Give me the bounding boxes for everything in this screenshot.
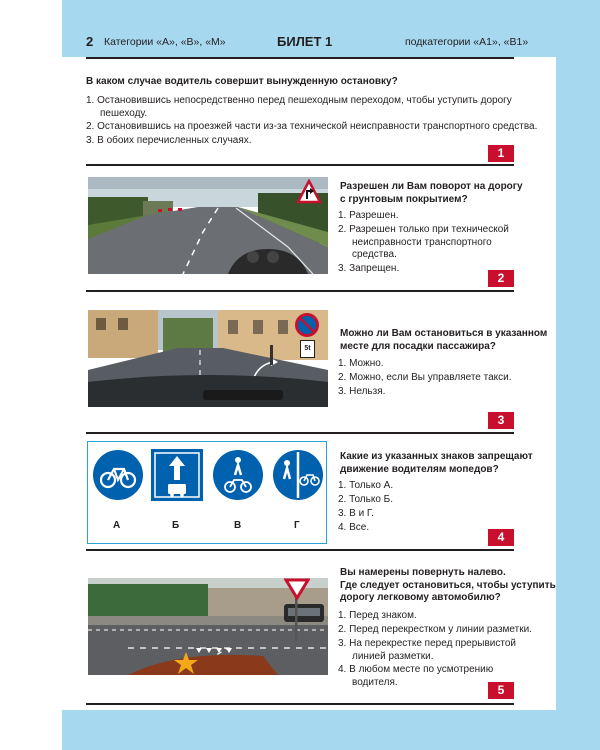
q2-answer-2-line-1: 2. Разрешен только при технической — [338, 224, 509, 235]
q1-answer-1[interactable] — [86, 95, 516, 120]
q5-answer-1[interactable]: 1. Перед знаком. — [338, 610, 417, 621]
header-rule — [86, 57, 514, 59]
subcategories-label: подкатегории «А1», «В1» — [405, 36, 529, 48]
q5-answer-4[interactable] — [338, 664, 493, 689]
q5-question — [340, 567, 556, 605]
q2-number-badge: 2 — [488, 270, 514, 287]
q4-answer-3[interactable]: 3. В и Г. — [338, 508, 374, 519]
q1-rule — [86, 164, 514, 166]
q1-answer-1-line-1: 1. Остановившись непосредственно перед пешеходным переходом, чтобы уступить дорогу — [86, 95, 512, 106]
q1-question: В каком случае водитель совершит вынужденную остановку? — [86, 76, 398, 87]
q3-answer-3[interactable]: 3. Нельзя. — [338, 386, 386, 397]
separated-path-sign-icon — [272, 449, 324, 501]
q2-question-line-2: с грунтовым покрытием? — [340, 193, 468, 205]
sign-label-v: В — [234, 520, 242, 531]
q5-question-line-1: Вы намерены повернуть налево. — [340, 567, 506, 578]
q5-answer-3-line-2: линией разметки. — [352, 650, 434, 662]
q5-intersection-illustration — [88, 578, 328, 675]
q3-question-line-2: месте для посадки пассажира? — [340, 340, 496, 352]
q3-answer-2[interactable]: 2. Можно, если Вы управляете такси. — [338, 372, 512, 383]
q5-answer-2[interactable]: 2. Перед перекрестком у линии разметки. — [338, 624, 532, 635]
q1-answer-3[interactable]: 3. В обоих перечисленных случаях. — [86, 135, 252, 146]
q5-question-line-2: Где следует остановиться, чтобы уступить — [340, 579, 556, 591]
weight-plate: 5t — [300, 340, 315, 358]
q4-signs-panel — [87, 441, 327, 544]
q2-road-photo — [88, 177, 328, 274]
q3-street-photo — [88, 310, 328, 407]
sign-label-a: А — [113, 520, 121, 531]
give-way-sign-icon — [284, 578, 310, 600]
q5-rule — [86, 703, 514, 705]
no-parking-sign-icon — [295, 313, 319, 337]
q3-question — [340, 328, 547, 353]
q2-answer-2-line-2: неисправности транспортного — [352, 236, 492, 248]
q4-question-line-1: Какие из указанных знаков запрещают — [340, 451, 533, 462]
q2-answer-3[interactable]: 3. Запрещен. — [338, 263, 400, 274]
q1-answer-1-line-2: пешеходу. — [100, 107, 148, 119]
q4-answer-4[interactable]: 4. Все. — [338, 522, 370, 533]
q4-question-line-2: движение водителям мопедов? — [340, 463, 499, 475]
q2-answer-1[interactable]: 1. Разрешен. — [338, 210, 399, 221]
q3-number-badge: 3 — [488, 412, 514, 429]
q4-rule — [86, 549, 514, 551]
q5-answer-3[interactable] — [338, 638, 516, 663]
pedestrian-cycle-path-sign-icon — [212, 449, 264, 501]
q5-answer-3-line-1: 3. На перекрестке перед прерывистой — [338, 638, 516, 649]
sign-label-g: Г — [294, 520, 300, 531]
q2-rule — [86, 290, 514, 292]
left-margin — [0, 0, 62, 750]
q5-number-badge: 5 — [488, 682, 514, 699]
q3-question-line-1: Можно ли Вам остановиться в указанном — [340, 328, 548, 339]
ticket-title: БИЛЕТ 1 — [277, 34, 333, 49]
q4-number-badge: 4 — [488, 529, 514, 546]
turn-sign-icon — [296, 179, 322, 205]
right-band — [556, 0, 600, 710]
q4-question — [340, 451, 533, 476]
bicycle-path-sign-icon — [92, 449, 144, 501]
q5-question-line-3: дорогу легковому автомобилю? — [340, 592, 501, 603]
bottom-band — [62, 710, 600, 750]
page-number: 2 — [86, 34, 94, 49]
q1-number-badge: 1 — [488, 145, 514, 162]
q3-rule — [86, 432, 514, 434]
q2-question — [340, 181, 523, 206]
q2-answer-2[interactable] — [338, 224, 509, 262]
sign-label-b: Б — [172, 520, 180, 531]
q5-answer-4-line-2: водителя. — [352, 676, 398, 688]
q5-answer-4-line-1: 4. В любом месте по усмотрению — [338, 664, 494, 675]
bus-lane-sign-icon — [150, 448, 204, 502]
q4-answer-2[interactable]: 2. Только Б. — [338, 494, 393, 505]
categories-label: Категории «А», «В», «М» — [104, 36, 226, 48]
q1-answer-2[interactable]: 2. Остановившись на проезжей части из-за технической неисправности транспортного средства. — [86, 121, 538, 132]
q4-answer-1[interactable]: 1. Только А. — [338, 480, 394, 491]
q2-question-line-1: Разрешен ли Вам поворот на дорогу — [340, 181, 523, 192]
q3-answer-1[interactable]: 1. Можно. — [338, 358, 384, 369]
q2-answer-2-line-3: средства. — [352, 249, 397, 260]
